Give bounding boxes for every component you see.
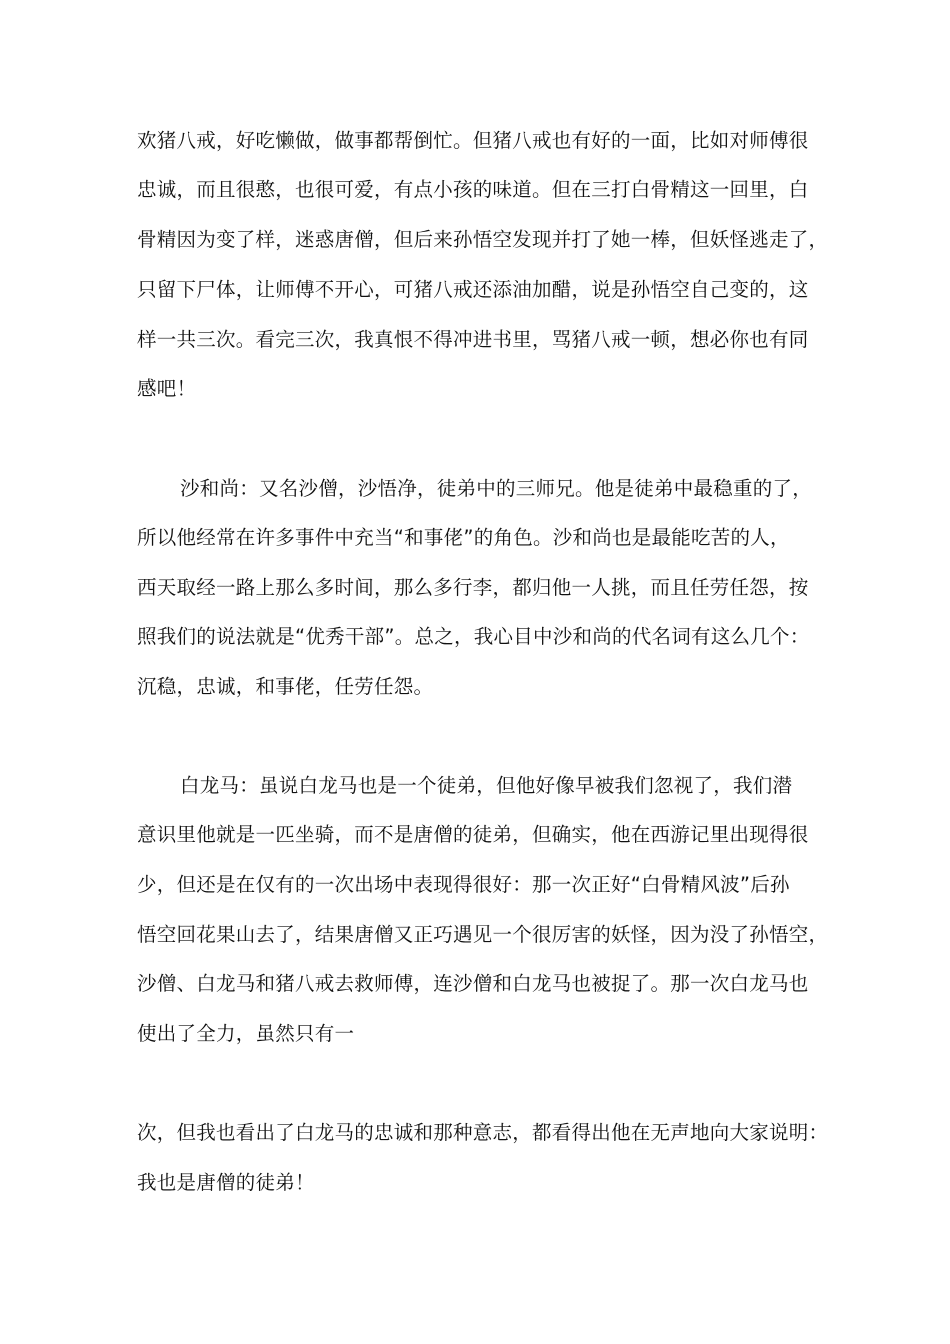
text-line: 少，但还是在仅有的一次出场中表现得很好：那一次正好“白骨精风波”后孙 <box>137 873 790 896</box>
text-line: 悟空回花果山去了，结果唐僧又正巧遇见一个很厉害的妖怪，因为没了孙悟空， <box>137 923 829 946</box>
text-line: 沙和尚：又名沙僧，沙悟净，徒弟中的三师兄。他是徒弟中最稳重的了， <box>180 477 813 500</box>
text-line: 沙僧、白龙马和猪八戒去救师傅，连沙僧和白龙马也被捉了。那一次白龙马也 <box>137 972 809 995</box>
text-line: 所以他经常在许多事件中充当“和事佬”的角色。沙和尚也是最能吃苦的人， <box>137 526 790 549</box>
text-line: 忠诚，而且很憨，也很可爱，有点小孩的味道。但在三打白骨精这一回里，白 <box>137 178 809 201</box>
text-line: 意识里他就是一匹坐骑，而不是唐僧的徒弟，但确实，他在西游记里出现得很 <box>137 823 809 846</box>
text-line: 白龙马：虽说白龙马也是一个徒弟，但他好像早被我们忽视了，我们潜 <box>180 774 793 797</box>
text-line: 我也是唐僧的徒弟！ <box>137 1171 315 1194</box>
text-line: 只留下尸体，让师傅不开心，可猪八戒还添油加醋，说是孙悟空自己变的，这 <box>137 278 809 301</box>
text-line: 沉稳，忠诚，和事佬，任劳任怨。 <box>137 675 434 698</box>
text-line: 西天取经一路上那么多时间，那么多行李，都归他一人挑，而且任劳任怨，按 <box>137 576 809 599</box>
text-line: 使出了全力，虽然只有一 <box>137 1022 355 1045</box>
text-line: 感吧！ <box>137 377 197 400</box>
text-line: 骨精因为变了样，迷惑唐僧，但后来孙悟空发现并打了她一棒，但妖怪逃走了， <box>137 228 829 251</box>
text-line: 照我们的说法就是“优秀干部”。总之，我心目中沙和尚的代名词有这么几个： <box>137 625 810 648</box>
text-line: 样一共三次。看完三次，我真恨不得冲进书里，骂猪八戒一顿，想必你也有同 <box>137 328 809 351</box>
text-line: 次，但我也看出了白龙马的忠诚和那种意志，都看得出他在无声地向大家说明： <box>137 1121 829 1144</box>
text-line: 欢猪八戒，好吃懒做，做事都帮倒忙。但猪八戒也有好的一面，比如对师傅很 <box>137 129 809 152</box>
